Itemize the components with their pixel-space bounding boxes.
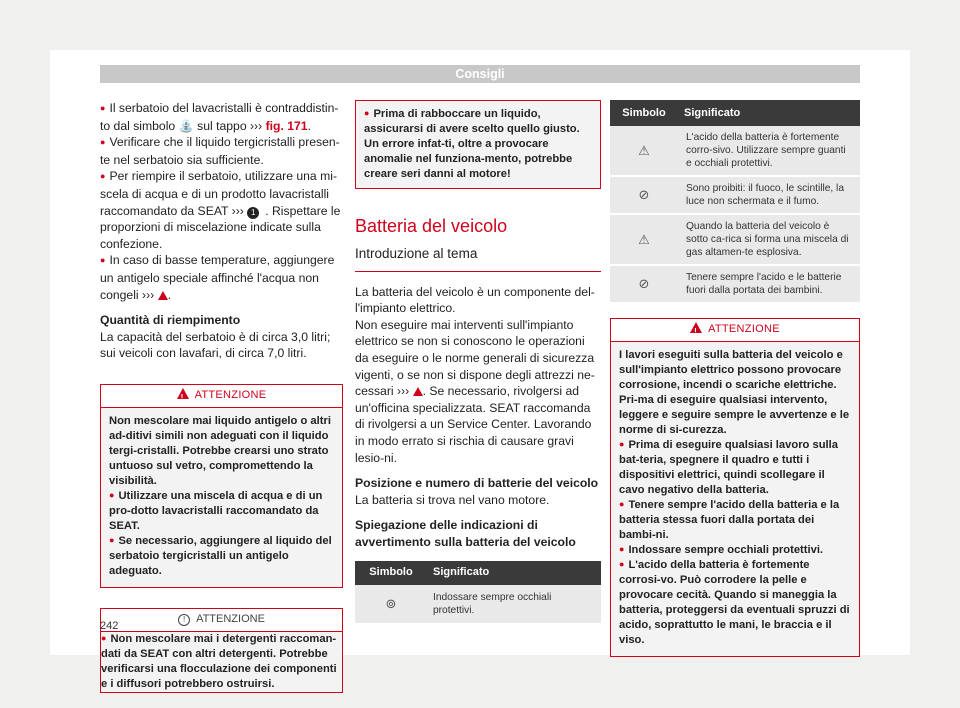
- note-box: ! ATTENZIONE ● Non mescolare mai i detergenti raccoman-dati da SEAT con altri detergenti. Potrebbe verificarsi una flocculazione dei componenti e i diffusori potrebbero ostruirsi.: [100, 608, 343, 693]
- table-header-symbol: Simbolo: [610, 100, 678, 126]
- warning-box-1: !ATTENZIONE Non mescolare mai liquido antigelo o altri ad-ditivi simili non adeguati con il liquido tergi-cristalli. Potrebbe crearsi uno strato untuoso sul vetro, compromettendo la visibilità. ● Utilizzare una miscela di acqua e di un pro-dotto lavacristalli raccomandato da SEAT. ● Se necessario, aggiungere al liquido del serbatoio tergicristalli un antigelo adeguato.: [100, 384, 343, 588]
- warning-bullet: ● Utilizzare una miscela di acqua e di un pro-dotto lavacristalli raccomandato da SEAT.: [109, 489, 334, 534]
- warning-box-battery: !ATTENZIONE I lavori eseguiti sulla batteria del veicolo e sull'impianto elettrico possono provocare corrosione, incendi o scariche elettriche. Pri-ma di eseguire qualsiasi intervento, leggere e seguire sempre le avvertenze e le norme di si-curezza. ● Prima di eseguire qualsiasi lavoro sulla bat-teria, spegnere il quadro e tutti i dispositivi elettrici, quindi scollegare il cavo negativo della batteria. ● Tenere sempre l'acido della batteria e la batteria stessa fuori dalla portata dei bambi-ni. ● Indossare sempre occhiali protettivi. ● L'acido della batteria è fortemente corrosi-vo. Può corrodere la pelle e provocare cecità. Quando si maneggia la batteria, proteggersi da eventuali spruzzi di acido, soprattutto le mani, le braccia e il viso.: [610, 318, 860, 657]
- info-icon: !: [178, 614, 190, 626]
- symbol-table: [610, 100, 860, 304]
- corrosive-icon: ⚠: [638, 142, 650, 158]
- position-title: Posizione e numero di batterie del veicolo: [355, 476, 599, 491]
- warning-icon[interactable]: [413, 387, 423, 396]
- table-header-meaning: Significato: [427, 561, 601, 585]
- warning-intro: Non mescolare mai liquido antigelo o altri ad-ditivi simili non adeguati con il liquido tergi-cristalli. Potrebbe crearsi uno strato untuoso sul vetro, compromettendo la visibilità.: [109, 414, 331, 487]
- quantity-title: Quantità di riempimento: [100, 313, 241, 328]
- bullet-fill-mixture: ● Per riempire il serbatoio, utilizzare una mi-scela di acqua e di un prodotto lavacristalli raccomandato da SEAT ››› 1 . Rispettare le proporzioni di miscelazione indicate sulla confezione.: [100, 168, 343, 252]
- table-row: ⚠ L'acido della batteria è fortemente corro-sivo. Utilizzare sempre guanti e occhiali protettivi.: [610, 126, 860, 176]
- section-title: Batteria del veicolo: [355, 216, 508, 236]
- page-header: Consigli: [100, 65, 860, 83]
- bullet-washer-symbol: ● Il serbatoio del lavacristalli è contraddistin-to dal simbolo ⛲ sul tappo ››› fig. 171.: [100, 100, 343, 134]
- table-row: ⊘ Sono proibiti: il fuoco, le scintille, la luce non schermata e il fumo.: [610, 176, 860, 214]
- info-icon[interactable]: 1: [247, 207, 259, 219]
- column-2: [355, 100, 601, 625]
- section-subtitle: Introduzione al tema: [355, 246, 601, 272]
- figure-ref-link[interactable]: fig. 171: [265, 118, 308, 133]
- warning-icon: [690, 322, 702, 333]
- goggles-icon: ⊚: [385, 595, 397, 611]
- warning-bullet: ● Prima di eseguire qualsiasi lavoro sulla bat-teria, spegnere il quadro e tutti i dispositivi elettrici, quindi scollegare il cavo negativo della batteria.: [619, 438, 851, 498]
- warning-bullet: ● L'acido della batteria è fortemente corrosi-vo. Può corrodere la pelle e provocare cecità. Quando si maneggia la batteria, proteggersi da eventuali spruzzi di acido, soprattutto le mani, le braccia e il viso.: [619, 558, 851, 648]
- warning-icon: [177, 388, 189, 399]
- symbol-table-small: [355, 561, 601, 625]
- warning-icon[interactable]: [158, 291, 168, 300]
- keep-children-away-icon: ⊘: [638, 276, 650, 291]
- explosive-icon: ⚠: [638, 231, 650, 247]
- note-bullet: ● Non mescolare mai i detergenti raccoman-dati da SEAT con altri detergenti. Potrebbe verificarsi una flocculazione dei componenti e i diffusori potrebbero ostruirsi.: [101, 632, 342, 692]
- warning-bullet: ● Indossare sempre occhiali protettivi.: [619, 543, 851, 558]
- battery-warning-text: Non eseguire mai interventi sull'impianto elettrico se non si conoscono le operazioni da eseguire o le norme generali di sicurezza vigenti, o se non si dispone degli attrezzi ne-cessari ››› . Se necessario, rivolgersi ad un'officina specializzata. SEAT raccomanda di rivolgersi a un Service Center. Lavorando in modo errato si rischia di causare gravi lesio-ni.: [355, 317, 595, 465]
- explanation-title: Spiegazione delle indicazioni di avvertimento sulla batteria del veicolo: [355, 518, 576, 549]
- table-row: ⊘ Tenere sempre l'acido e le batterie fuori dalla portata dei bambini.: [610, 265, 860, 303]
- warning-bullet: ● Se necessario, aggiungere al liquido del serbatoio tergicristalli un antigelo adeguato.: [109, 534, 334, 579]
- quantity-text: La capacità del serbatoio è di circa 3,0 litri; sui veicoli con lavafari, di circa 7,0 litri.: [100, 329, 331, 361]
- notice-box: ● Prima di rabboccare un liquido, assicurarsi di avere scelto quello giusto. Un errore infat-ti, oltre a provocare anomalie nel funziona-mento, potrebbe creare seri danni al motore!: [355, 100, 601, 189]
- warning-bullet: ● Tenere sempre l'acido della batteria e la batteria stessa fuori dalla portata dei bambi-ni.: [619, 498, 851, 543]
- table-header-meaning: Significato: [678, 100, 860, 126]
- no-fire-icon: ⊘: [638, 187, 650, 202]
- page-number: 242: [100, 620, 119, 632]
- warning-intro: I lavori eseguiti sulla batteria del veicolo e sull'impianto elettrico possono provocare corrosione, incendi o scariche elettriche. Pri-ma di eseguire qualsiasi intervento, leggere e seguire sempre le avvertenze e le norme di si-curezza.: [619, 349, 850, 436]
- column-3: [610, 100, 860, 657]
- battery-intro: La batteria del veicolo è un componente del-l'impianto elettrico.: [355, 284, 595, 316]
- table-header-symbol: Simbolo: [355, 561, 427, 585]
- table-row: ⊚ Indossare sempre occhiali protettivi.: [355, 585, 601, 624]
- column-1: [100, 100, 343, 693]
- table-row: ⚠ Quando la batteria del veicolo è sotto ca-rica si forma una miscela di gas altamen-te esplosiva.: [610, 214, 860, 265]
- position-text: La batteria si trova nel vano motore.: [355, 492, 550, 507]
- bullet-check-level: ● Verificare che il liquido tergicristalli presen-te nel serbatoio sia sufficiente.: [100, 134, 343, 168]
- bullet-antifreeze: ● In caso di basse temperature, aggiungere un antigelo speciale affinché l'acqua non congeli ››› .: [100, 252, 343, 303]
